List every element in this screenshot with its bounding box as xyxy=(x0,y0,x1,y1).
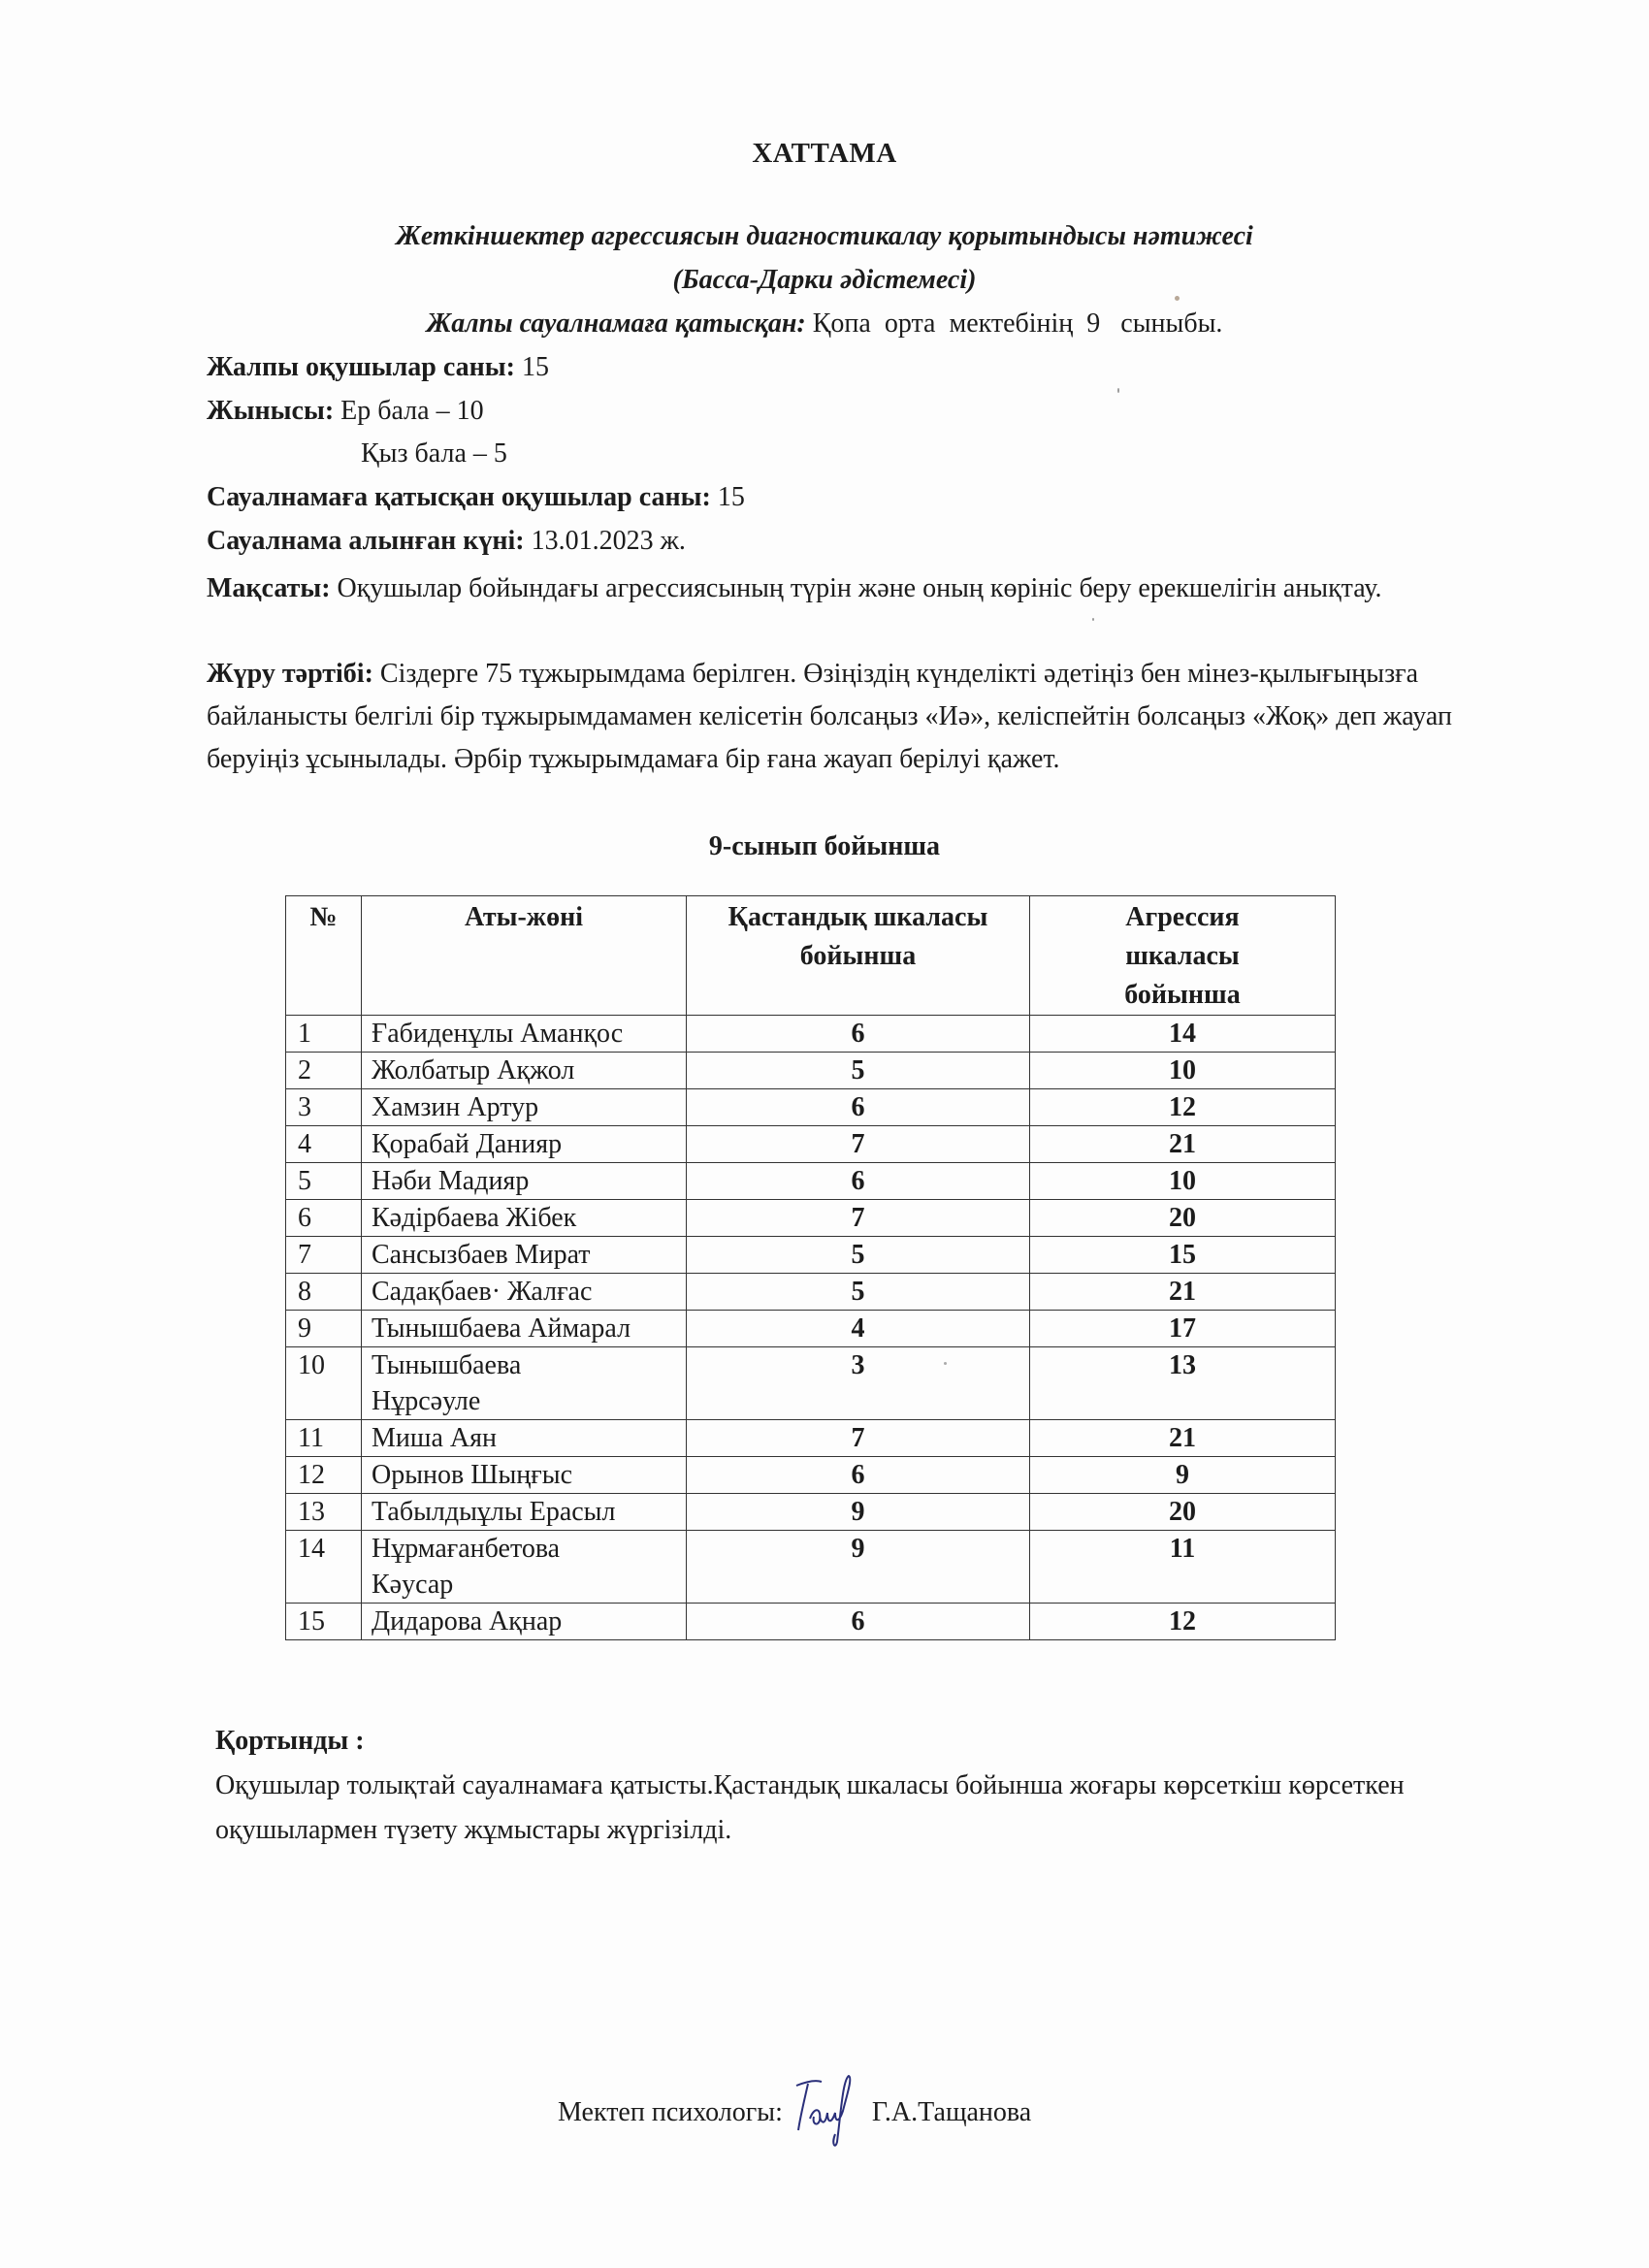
aggression-score: 21 xyxy=(1030,1420,1336,1457)
hostility-score: 3 xyxy=(687,1347,1030,1420)
row-number: 9 xyxy=(286,1311,362,1347)
student-name: Қорабай Данияр xyxy=(362,1126,687,1163)
row-number: 5 xyxy=(286,1163,362,1200)
survey-participants-line xyxy=(207,482,745,513)
hostility-score: 9 xyxy=(687,1494,1030,1531)
aggression-score: 20 xyxy=(1030,1494,1336,1531)
row-number: 10 xyxy=(286,1347,362,1420)
row-number: 15 xyxy=(286,1604,362,1640)
header-name: Аты-жөні xyxy=(362,896,687,1016)
procedure-paragraph xyxy=(207,653,1458,781)
table-row xyxy=(286,1531,1336,1604)
student-name: Орынов Шыңғыс xyxy=(362,1457,687,1494)
row-number: 6 xyxy=(286,1200,362,1237)
table-row xyxy=(286,1126,1336,1163)
hostility-score: 9 xyxy=(687,1531,1030,1604)
signature-label: Мектеп психологы: xyxy=(558,2097,783,2127)
hostility-score: 6 xyxy=(687,1089,1030,1126)
aggression-score: 11 xyxy=(1030,1531,1336,1604)
student-name: Кәдірбаева Жібек xyxy=(362,1200,687,1237)
hostility-score: 6 xyxy=(687,1604,1030,1640)
total-students-line xyxy=(207,352,549,383)
aggression-score: 15 xyxy=(1030,1237,1336,1274)
aggression-score: 14 xyxy=(1030,1016,1336,1053)
gender-label: Жынысы: xyxy=(207,396,335,426)
aggression-score: 17 xyxy=(1030,1311,1336,1347)
student-name: Нәби Мадияр xyxy=(362,1163,687,1200)
table-row xyxy=(286,1274,1336,1311)
aggression-score: 13 xyxy=(1030,1347,1336,1420)
survey-participants-value: 15 xyxy=(717,482,745,512)
row-number: 7 xyxy=(286,1237,362,1274)
participants-value: Қопа орта мектебінің 9 сыныбы. xyxy=(812,308,1223,339)
survey-date-label: Сауалнама алынған күні: xyxy=(207,526,525,556)
row-number: 12 xyxy=(286,1457,362,1494)
table-row xyxy=(286,1457,1336,1494)
row-number: 4 xyxy=(286,1126,362,1163)
student-name: Сансызбаев Мират xyxy=(362,1237,687,1274)
participants-label: Жалпы сауалнамаға қатысқан: xyxy=(426,308,806,339)
aggression-score: 12 xyxy=(1030,1604,1336,1640)
hostility-score: 5 xyxy=(687,1053,1030,1089)
document-method: (Басса-Дарки әдістемесі) xyxy=(672,265,977,295)
total-students-label: Жалпы оқушылар саны: xyxy=(207,352,515,382)
table-row xyxy=(286,1089,1336,1126)
hostility-score: 4 xyxy=(687,1311,1030,1347)
results-table xyxy=(285,895,1336,1640)
student-name: Хамзин Артур xyxy=(362,1089,687,1126)
student-name: Миша Аян xyxy=(362,1420,687,1457)
hostility-score: 6 xyxy=(687,1163,1030,1200)
procedure-text: Сіздерге 75 тұжырымдама берілген. Өзіңіздің күнделікті әдетіңіз бен мінез-қылығыңызға байланысты белгілі бір тұжырымдамамен келісетін болсаңыз «Иә», келіспейтін болсаңыз «Жоқ» деп жауап беруіңіз ұсынылады. Әрбір тұжырымдамаға бір ғана жауап берілуі қажет. xyxy=(207,659,1452,774)
document-subtitle: Жеткіншектер агрессиясын диагностикалау қорытындысы нәтижесі xyxy=(396,221,1253,251)
survey-date-line xyxy=(207,526,686,557)
document-title: ХАТТАМА xyxy=(752,138,897,169)
aggression-score: 9 xyxy=(1030,1457,1336,1494)
student-name: Табылдыұлы Ерасыл xyxy=(362,1494,687,1531)
student-name: Жолбатыр Ақжол xyxy=(362,1053,687,1089)
hostility-score: 6 xyxy=(687,1016,1030,1053)
gender-line xyxy=(207,396,484,427)
student-name: Ғабиденұлы Аманқос xyxy=(362,1016,687,1053)
table-row xyxy=(286,1347,1336,1420)
handwritten-signature-icon xyxy=(789,2072,866,2150)
table-row xyxy=(286,1420,1336,1457)
aggression-score: 10 xyxy=(1030,1053,1336,1089)
scan-speck xyxy=(1117,388,1119,393)
hostility-score: 7 xyxy=(687,1200,1030,1237)
aggression-score: 21 xyxy=(1030,1126,1336,1163)
table-row xyxy=(286,1494,1336,1531)
student-name: Садақбаев· Жалғас xyxy=(362,1274,687,1311)
gender-boys: Ер бала – 10 xyxy=(340,396,484,426)
student-name: Нұрмағанбетова Кәусар xyxy=(362,1531,687,1604)
hostility-score: 7 xyxy=(687,1420,1030,1457)
participants-line xyxy=(0,308,1649,340)
student-name: Тынышбаева Аймарал xyxy=(362,1311,687,1347)
row-number: 13 xyxy=(286,1494,362,1531)
table-row xyxy=(286,1200,1336,1237)
row-number: 3 xyxy=(286,1089,362,1126)
survey-date-value: 13.01.2023 ж. xyxy=(531,526,686,556)
scan-speck xyxy=(1092,618,1094,621)
survey-participants-label: Сауалнамаға қатысқан оқушылар саны: xyxy=(207,482,711,512)
hostility-score: 6 xyxy=(687,1457,1030,1494)
total-students-value: 15 xyxy=(521,352,549,382)
procedure-label: Жүру тәртібі: xyxy=(207,659,373,689)
table-caption: 9-сынып бойынша xyxy=(708,831,941,861)
goal-label: Мақсаты: xyxy=(207,573,331,603)
student-name: Дидарова Ақнар xyxy=(362,1604,687,1640)
aggression-score: 21 xyxy=(1030,1274,1336,1311)
conclusion-text: Оқушылар толықтай сауалнамаға қатысты.Қастандық шкаласы бойынша жоғары көрсеткіш көрсеткен оқушылармен түзету жұмыстары жүргізілді. xyxy=(215,1770,1405,1845)
conclusion-heading: Қортынды : xyxy=(215,1726,365,1756)
table-row xyxy=(286,1604,1336,1640)
table-row xyxy=(286,1237,1336,1274)
scan-speck xyxy=(1175,296,1180,301)
header-number: № xyxy=(286,896,362,1016)
student-name: Тынышбаева Нұрсәуле xyxy=(362,1347,687,1420)
row-number: 11 xyxy=(286,1420,362,1457)
row-number: 8 xyxy=(286,1274,362,1311)
hostility-score: 5 xyxy=(687,1237,1030,1274)
gender-girls: Қыз бала – 5 xyxy=(361,438,507,469)
table-row xyxy=(286,1053,1336,1089)
header-aggression-scale: Агрессия шкаласы бойынша xyxy=(1030,896,1336,1016)
hostility-score: 7 xyxy=(687,1126,1030,1163)
table-row xyxy=(286,1311,1336,1347)
row-number: 14 xyxy=(286,1531,362,1604)
hostility-score: 5 xyxy=(687,1274,1030,1311)
goal-text: Оқушылар бойындағы агрессиясының түрін және оның көрініс беру ерекшелігін анықтау. xyxy=(337,573,1382,603)
goal-paragraph xyxy=(207,567,1458,610)
table-row xyxy=(286,1163,1336,1200)
aggression-score: 20 xyxy=(1030,1200,1336,1237)
signature-line xyxy=(558,2074,1031,2152)
row-number: 2 xyxy=(286,1053,362,1089)
header-hostility-scale: Қастандық шкаласы бойынша xyxy=(687,896,1030,1016)
table-row xyxy=(286,1016,1336,1053)
aggression-score: 10 xyxy=(1030,1163,1336,1200)
scan-speck xyxy=(944,1362,947,1365)
table-header-row xyxy=(286,896,1336,1016)
row-number: 1 xyxy=(286,1016,362,1053)
psychologist-name: Г.А.Тащанова xyxy=(871,2097,1032,2127)
aggression-score: 12 xyxy=(1030,1089,1336,1126)
